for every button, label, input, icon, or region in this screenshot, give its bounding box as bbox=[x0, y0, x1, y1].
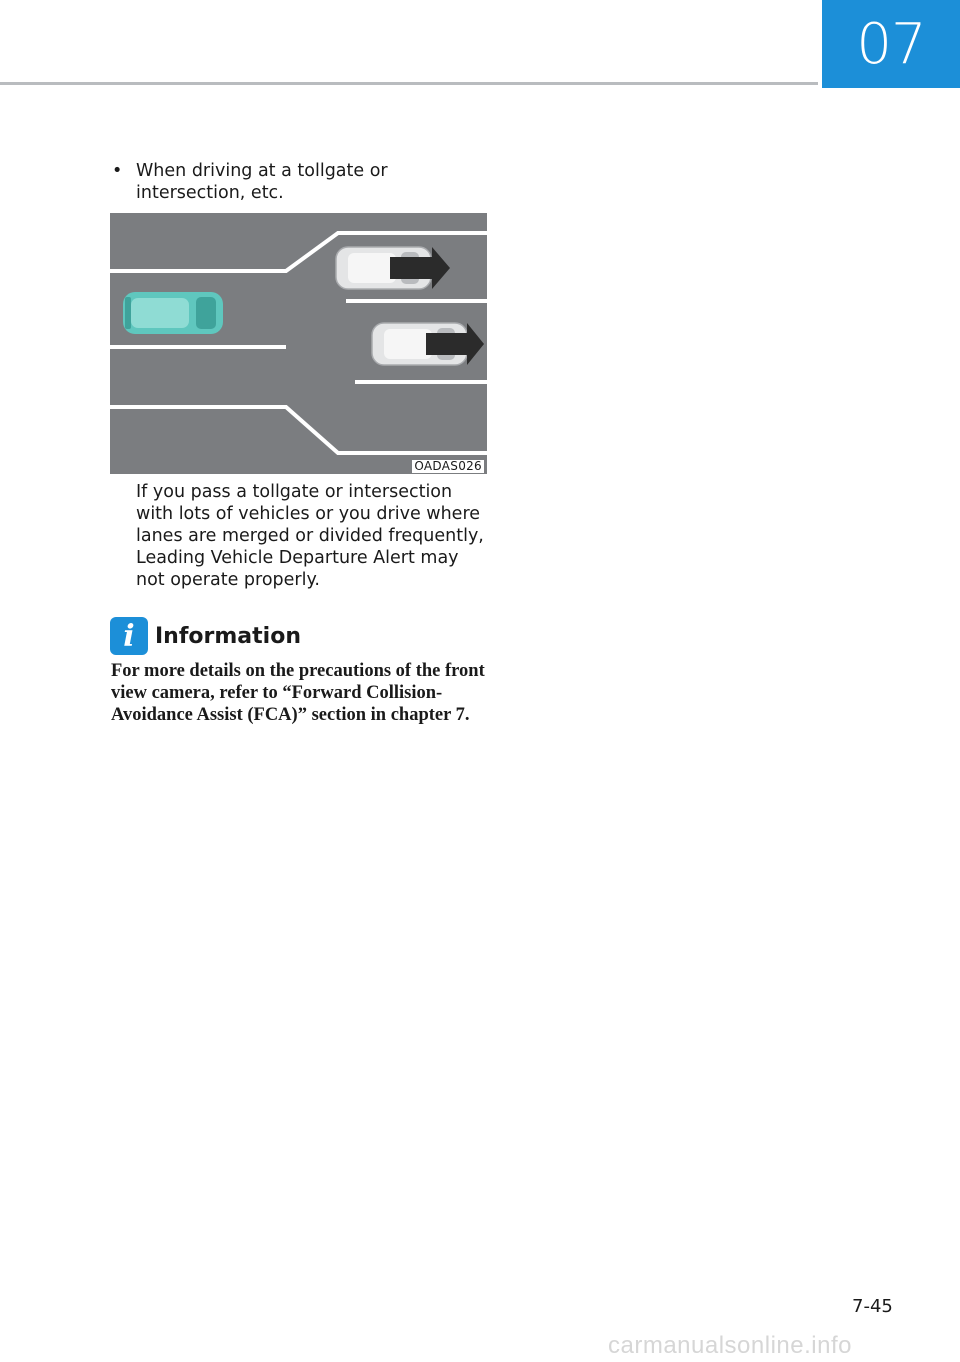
chapter-number: 07 bbox=[856, 11, 926, 77]
other-vehicle-lower bbox=[372, 323, 484, 365]
other-vehicle-upper bbox=[336, 247, 450, 289]
lane-merge-illustration bbox=[110, 213, 487, 474]
information-heading bbox=[110, 617, 301, 655]
figure-caption: If you pass a tollgate or intersection with lots of vehicles or you drive where lanes are merged or divided frequently, Leading Vehicle Departure Alert may not operate properly. bbox=[136, 482, 484, 590]
info-icon-glyph: i bbox=[123, 618, 135, 654]
info-icon bbox=[110, 617, 148, 655]
page-number: 7-45 bbox=[852, 1296, 893, 1317]
figure-code: OADAS026 bbox=[414, 459, 482, 473]
bullet-text: When driving at a tollgate or intersection, etc. bbox=[136, 161, 388, 203]
bullet-mark: • bbox=[112, 161, 123, 181]
bullet-item bbox=[112, 160, 492, 204]
watermark: carmanualsonline.info bbox=[608, 1332, 852, 1359]
own-vehicle bbox=[123, 292, 223, 334]
chapter-tab bbox=[822, 0, 960, 88]
information-title: Information bbox=[155, 623, 301, 649]
header-rule bbox=[0, 82, 818, 85]
illustration-figure bbox=[110, 213, 487, 474]
information-body: For more details on the precautions of the front view camera, refer to “Forward Collision-Avoidance Assist (FCA)” section in chapter 7. bbox=[111, 661, 485, 725]
